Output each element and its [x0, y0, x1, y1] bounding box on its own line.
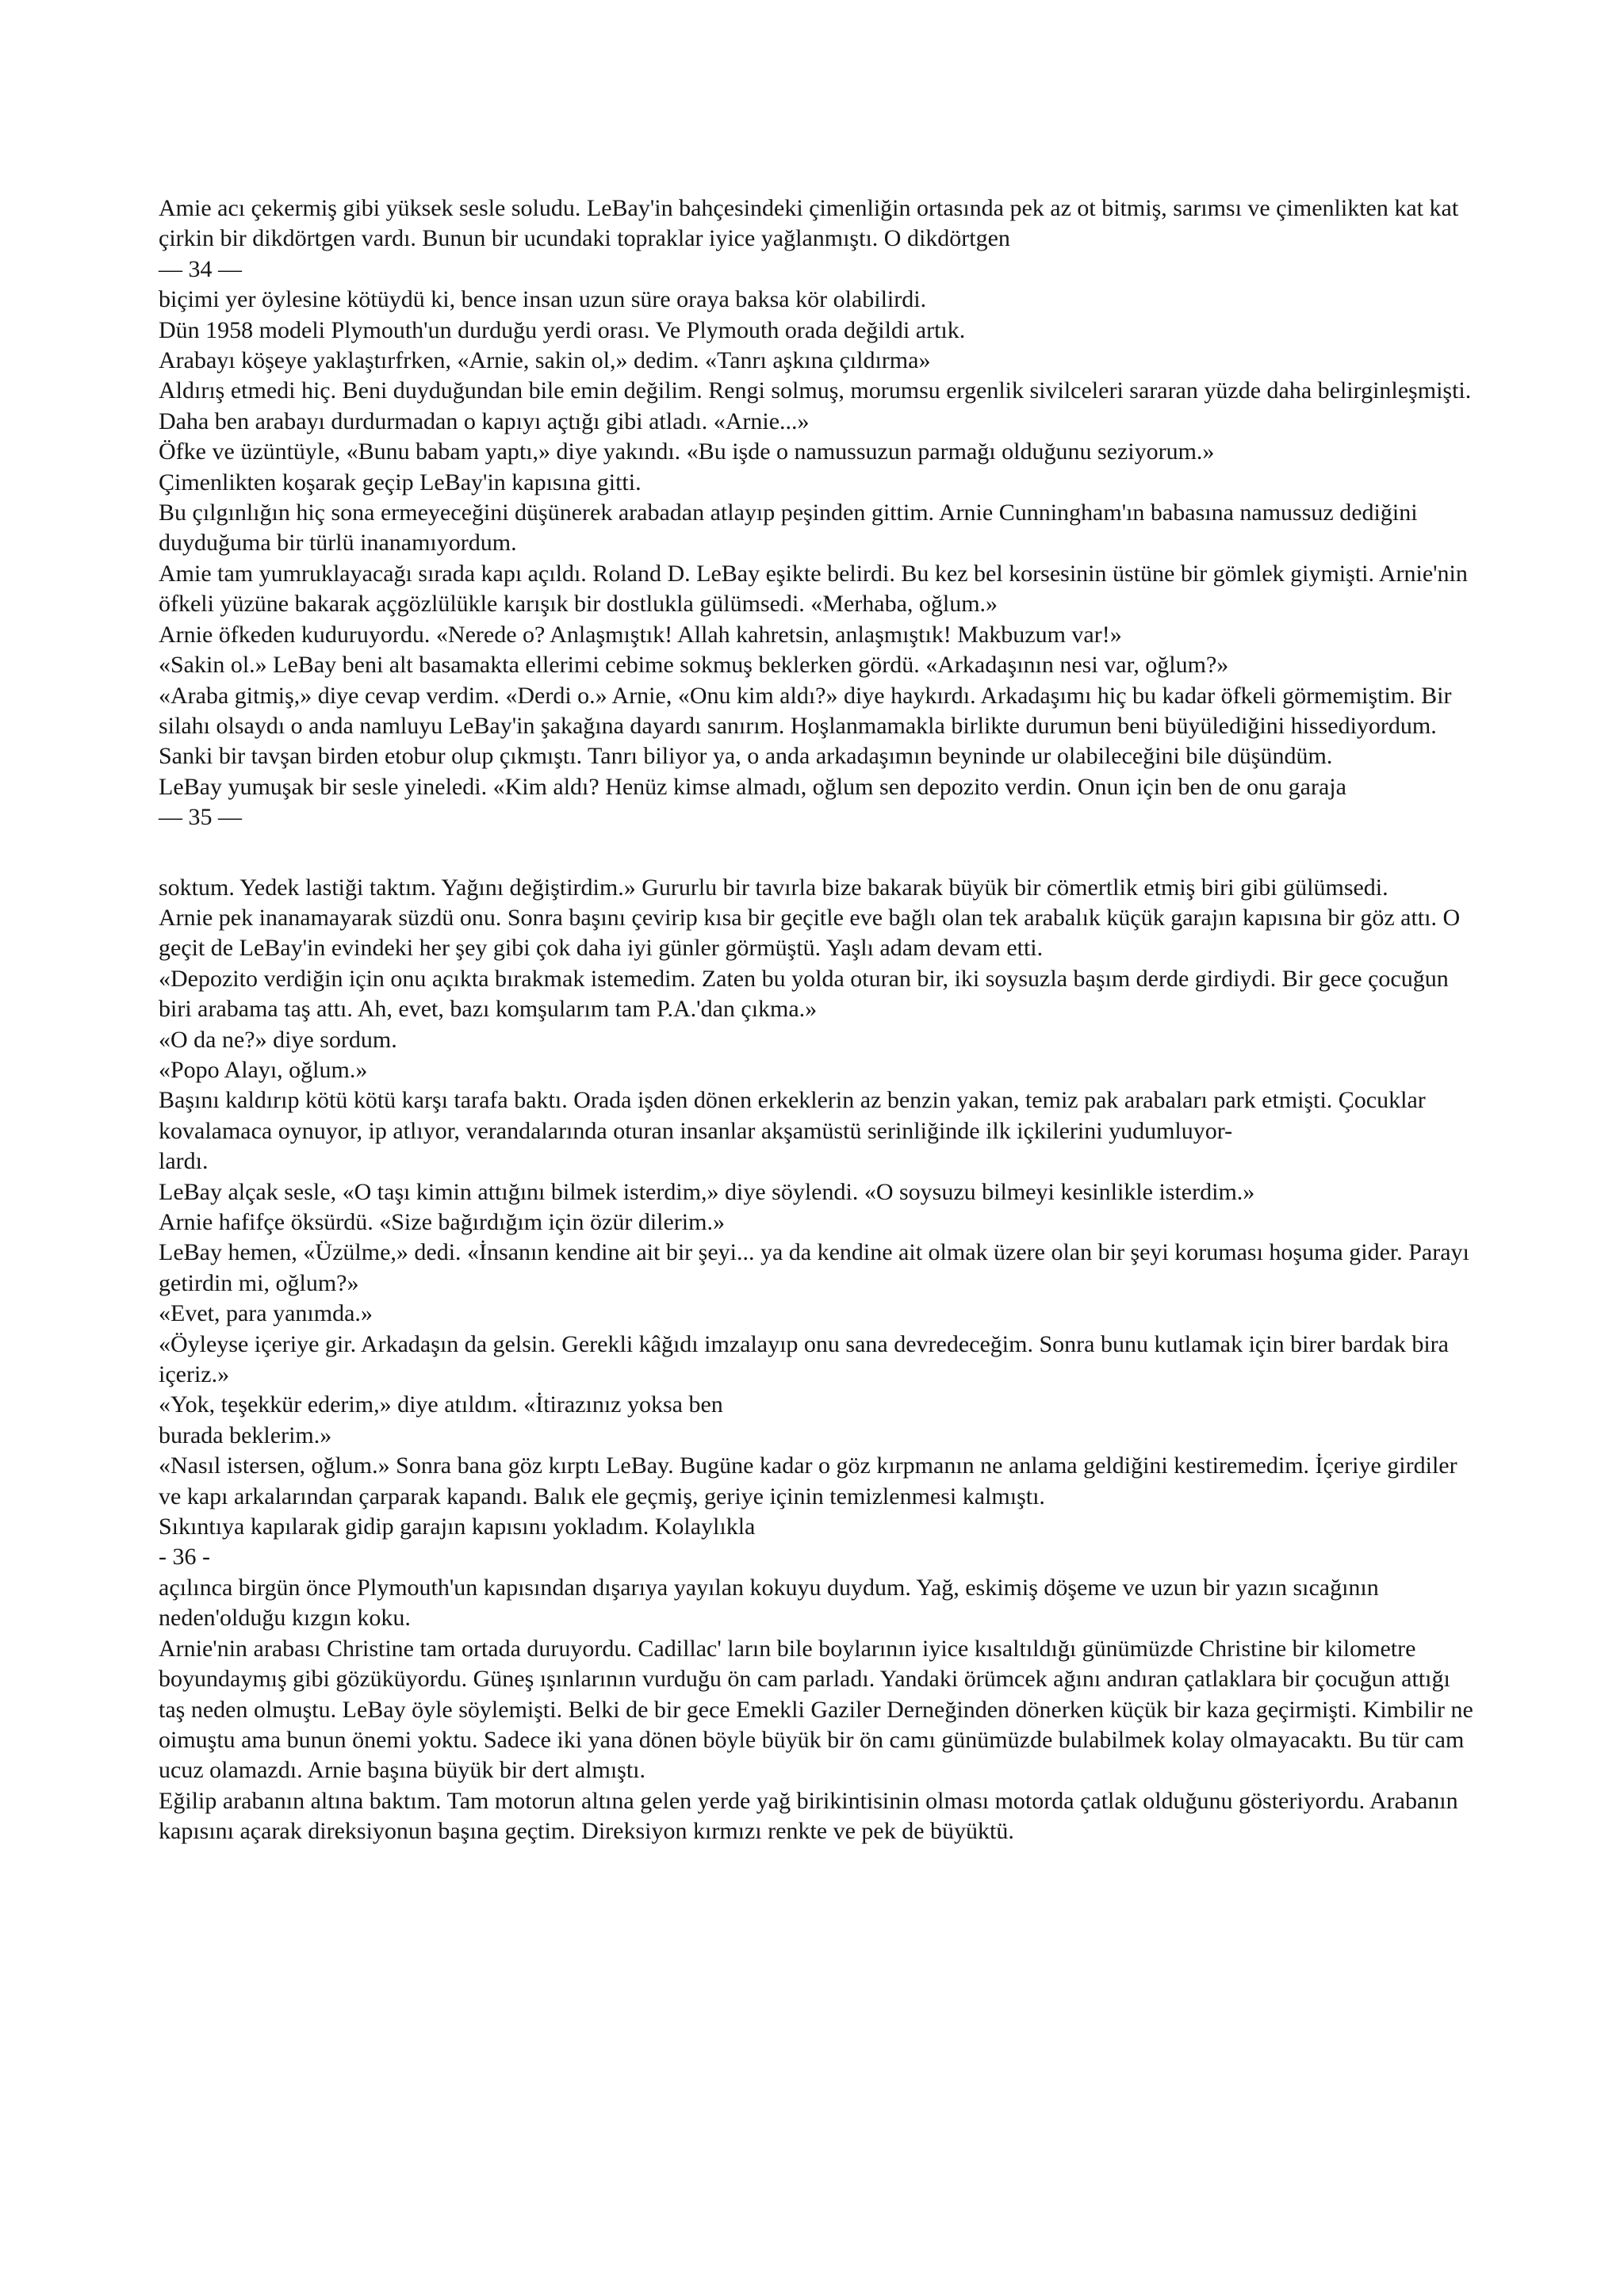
paragraph: Arnie pek inanamayarak süzdü onu. Sonra başını çevirip kısa bir geçitle eve bağlı olan tek arabalık küçük garajın kapısına bir göz attı. O geçit de LeBay'in evindeki her şey gibi çok daha iyi günler görmüştü. Yaşlı adam devam etti.	[159, 904, 1461, 962]
paragraph: Arabayı köşeye yaklaştırfrken, «Arnie, sakin ol,» dedim. «Tanrı aşkına çıldırma»	[159, 347, 931, 374]
page-number: — 35 —	[159, 804, 242, 831]
paragraph: «Öyleyse içeriye gir. Arkadaşın da gelsin. Gerekli kâğıdı imzalayıp onu sana devredeceğim. Sonra bunu kutlamak için birer bardak bira içeriz.»	[159, 1330, 1449, 1388]
paragraph: «O da ne?» diye sordum.	[159, 1026, 397, 1053]
paragraph: soktum. Yedek lastiği taktım. Yağını değiştirdim.» Gururlu bir tavırla bize bakarak büyük bir cömertlik etmiş biri gibi gülümsedi.	[159, 874, 1388, 901]
paragraph: LeBay alçak sesle, «O taşı kimin attığını bilmek isterdim,» diye söylendi. «O soysuzu bilmeyi kesinlikle isterdim.»	[159, 1178, 1255, 1205]
page-number: - 36 -	[159, 1544, 210, 1571]
paragraph: LeBay hemen, «Üzülme,» dedi. «İnsanın kendine ait bir şeyi... ya da kendine ait olmak üzere olan bir şeyi koruması hoşuma gider. Parayı getirdin mi, oğlum?»	[159, 1239, 1469, 1296]
paragraph: Bu çılgınlığın hiç sona ermeyeceğini düşünerek arabadan atlayıp peşinden gittim. Arnie Cunningham'ın babasına namussuz dediğini duyduğuma bir türlü inanamıyordum.	[159, 499, 1418, 557]
paragraph: «Nasıl istersen, oğlum.» Sonra bana göz kırptı LeBay. Bugüne kadar o göz kırpmanın ne anlama geldiğini kestiremedim. İçeriye girdiler ve kapı arkalarından çarparak kapandı. Balık ele geçmiş, geriye içinin temizlenmesi kalmıştı.	[159, 1452, 1457, 1510]
paragraph: «Evet, para yanımda.»	[159, 1300, 373, 1327]
text-block-2	[159, 873, 1475, 1847]
paragraph: Dün 1958 modeli Plymouth'un durduğu yerdi orası. Ve Plymouth orada değildi artık.	[159, 316, 966, 343]
document-page	[159, 193, 1475, 1847]
page-number: — 34 —	[159, 255, 242, 282]
paragraph: Başını kaldırıp kötü kötü karşı tarafa baktı. Orada işden dönen erkeklerin az benzin yakan, temiz pak arabaları park etmişti. Çocuklar kovalamaca oynuyor, ip atlıyor, verandalarında oturan insanlar akşamüstü serinliğinde ilk içkilerini yudumluyor-	[159, 1087, 1426, 1144]
text-block-1	[159, 193, 1475, 833]
section-gap	[159, 833, 1475, 873]
paragraph: «Yok, teşekkür ederim,» diye atıldım. «İtirazınız yoksa ben	[159, 1391, 723, 1418]
paragraph: Amie tam yumruklayacağı sırada kapı açıldı. Roland D. LeBay eşikte belirdi. Bu kez bel korsesinin üstüne bir gömlek giymişti. Arnie'nin öfkeli yüzüne bakarak açgözlülükle karışık bir dostlukla gülümsedi. «Merhaba, oğlum.»	[159, 560, 1468, 618]
paragraph: Arnie'nin arabası Christine tam ortada duruyordu. Cadillac' ların bile boylarının iyice kısaltıldığı günümüzde Christine bir kilometre boyundaymış gibi gözüküyordu. Güneş ışınlarının vurduğu ön cam parladı. Yandaki örümcek ağını andıran çatlaklara bir çocuğun attığı taş neden olmuştu. LeBay öyle söylemişti. Belki de bir gece Emekli Gaziler Derneğinden dönerken küçük bir kaza geçirmişti. Kimbilir ne oimuştu ama bunun önemi yoktu. Sadece iki yana dönen böyle büyük bir ön camı günümüzde bulabilmek kolay olmayacaktı. Bu tür cam ucuz olamazdı. Arnie başına büyük bir dert almıştı.	[159, 1635, 1473, 1784]
paragraph: «Araba gitmiş,» diye cevap verdim. «Derdi o.» Arnie, «Onu kim aldı?» diye haykırdı. Arkadaşımı hiç bu kadar öfkeli görmemiştim. Bir silahı olsaydı o anda namluyu LeBay'in şakağına dayardı sanırım. Hoşlanmamakla birlikte durumun beni büyülediğini hissediyordum. Sanki bir tavşan birden etobur olup çıkmıştı. Tanrı biliyor ya, o anda arkadaşımın beyninde ur olabileceğini bile düşündüm.	[159, 682, 1452, 770]
paragraph: «Popo Alayı, oğlum.»	[159, 1056, 368, 1083]
paragraph: Arnie öfkeden kuduruyordu. «Nerede o? Anlaşmıştık! Allah kahretsin, anlaşmıştık! Makbuzum var!»	[159, 621, 1122, 648]
paragraph: Aldırış etmedi hiç. Beni duyduğundan bile emin değilim. Rengi solmuş, morumsu ergenlik sivilceleri sararan yüzde daha belirginleşmişti. Daha ben arabayı durdurmadan o kapıyı açtığı gibi atladı. «Arnie...»	[159, 377, 1472, 434]
paragraph: LeBay yumuşak bir sesle yineledi. «Kim aldı? Henüz kimse almadı, oğlum sen depozito verdin. Onun için ben de onu garaja	[159, 773, 1346, 800]
paragraph: «Sakin ol.» LeBay beni alt basamakta ellerimi cebime sokmuş beklerken gördü. «Arkadaşının nesi var, oğlum?»	[159, 652, 1229, 679]
paragraph: «Depozito verdiğin için onu açıkta bırakmak istemedim. Zaten bu yolda oturan bir, iki soysuzla başım derde girdiydi. Bir gece çocuğun biri arabama taş attı. Ah, evet, bazı komşularım tam P.A.'dan çıkma.»	[159, 965, 1449, 1023]
paragraph: biçimi yer öylesine kötüydü ki, bence insan uzun süre oraya baksa kör olabilirdi.	[159, 286, 927, 313]
paragraph: Arnie hafifçe öksürdü. «Size bağırdığım için özür dilerim.»	[159, 1209, 725, 1235]
paragraph: Sıkıntıya kapılarak gidip garajın kapısını yokladım. Kolaylıkla	[159, 1513, 756, 1540]
paragraph: Eğilip arabanın altına baktım. Tam motorun altına gelen yerde yağ birikintisinin olması motorda çatlak olduğunu gösteriyordu. Arabanın kapısını açarak direksiyonun başına geçtim. Direksiyon kırmızı renkte ve pek de büyüktü.	[159, 1787, 1458, 1845]
paragraph: Amie acı çekermiş gibi yüksek sesle soludu. LeBay'in bahçesindeki çimenliğin ortasında pek az ot bitmiş, sarımsı ve çimenlikten kat kat çirkin bir dikdörtgen vardı. Bunun bir ucundaki topraklar iyice yağlanmıştı. O dikdörtgen	[159, 195, 1459, 252]
paragraph: açılınca birgün önce Plymouth'un kapısından dışarıya yayılan kokuyu duydum. Yağ, eskimiş döşeme ve uzun bir yazın sıcağının neden'olduğu kızgın koku.	[159, 1574, 1379, 1632]
paragraph: lardı.	[159, 1148, 209, 1175]
paragraph: Çimenlikten koşarak geçip LeBay'in kapısına gitti.	[159, 469, 642, 496]
paragraph: Öfke ve üzüntüyle, «Bunu babam yaptı,» diye yakındı. «Bu işde o namussuzun parmağı olduğunu seziyorum.»	[159, 438, 1215, 465]
paragraph: burada beklerim.»	[159, 1422, 332, 1448]
